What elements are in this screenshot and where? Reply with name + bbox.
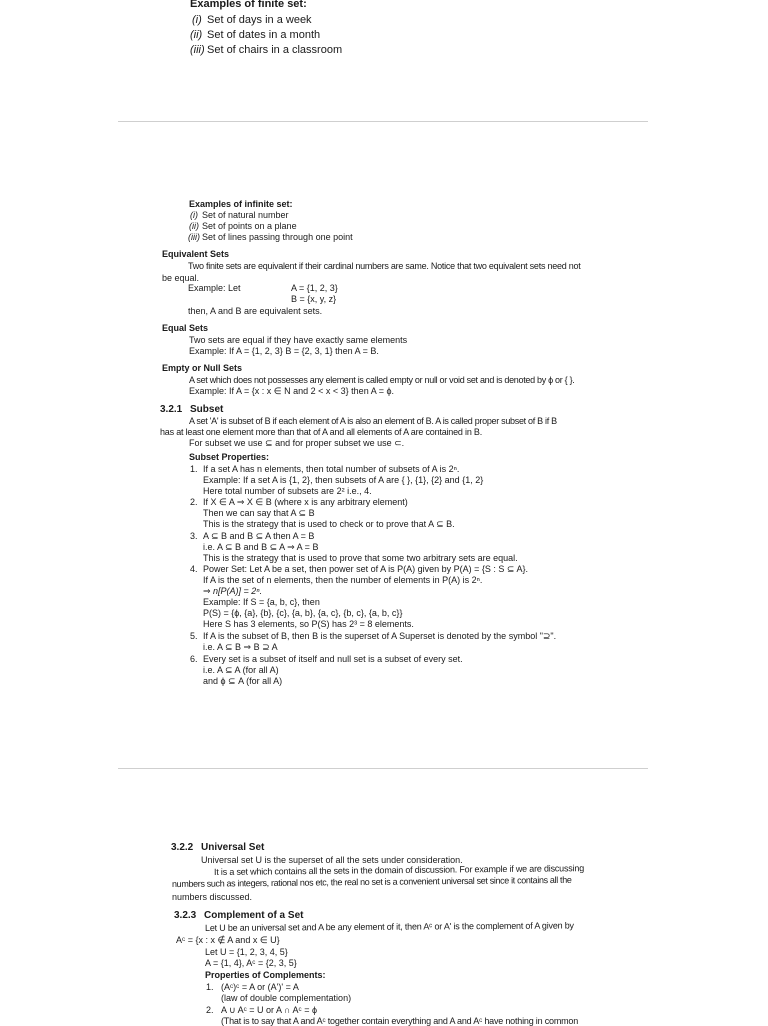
- infinite-item-text: Set of lines passing through one point: [202, 232, 353, 242]
- subset-properties-heading: Subset Properties:: [189, 452, 270, 462]
- infinite-item-num: (iii): [188, 232, 200, 242]
- property-line: This is the strategy that is used to check or to prove that A ⊆ B.: [203, 519, 455, 529]
- complement-properties-heading: Properties of Complements:: [205, 970, 326, 980]
- equivalent-sets-heading: Equivalent Sets: [162, 249, 230, 259]
- complement-heading: Complement of a Set: [204, 910, 304, 921]
- equivalent-text: Two finite sets are equivalent if their cardinal numbers are same. Notice that two equivalent sets need not: [188, 261, 581, 271]
- universal-number: 3.2.2: [171, 842, 194, 853]
- property-number: 2.: [206, 1005, 214, 1015]
- infinite-item-text: Set of natural number: [202, 210, 289, 220]
- finite-item-num: (ii): [190, 29, 203, 41]
- subset-text: has at least one element more than that of A and all elements of A are contained in B.: [160, 427, 483, 437]
- equivalent-text: be equal.: [162, 273, 200, 283]
- property-line: Example: If S = {a, b, c}, then: [203, 597, 320, 607]
- property-number: 1.: [206, 982, 214, 992]
- property-number: 6.: [190, 654, 198, 664]
- infinite-item-text: Set of points on a plane: [202, 221, 297, 231]
- property-number: 4.: [190, 564, 198, 574]
- property-line: This is the strategy that is used to prove that some two arbitrary sets are equal.: [203, 553, 518, 563]
- universal-heading: Universal Set: [201, 842, 265, 853]
- empty-sets-heading: Empty or Null Sets: [162, 363, 243, 373]
- finite-item-text: Set of days in a week: [207, 14, 312, 26]
- property-line: Power Set: Let A be a set, then power set of A is P(A) given by P(A) = {S : S ⊆ A}.: [203, 564, 528, 574]
- subset-number: 3.2.1: [160, 404, 183, 415]
- page-separator: [118, 768, 648, 769]
- property-line: (law of double complementation): [221, 993, 352, 1003]
- universal-text: Universal set U is the superset of all the sets under consideration.: [201, 855, 463, 865]
- property-line: (Aᶜ)ᶜ = A or (A')' = A: [221, 982, 299, 992]
- subset-text: A set 'A' is subset of B if each element of A is also an element of B. A is called proper subset of B if B: [189, 416, 557, 426]
- infinite-set-title: Examples of infinite set:: [189, 199, 293, 209]
- finite-set-title: Examples of finite set:: [190, 0, 307, 10]
- property-line: Example: If a set A is {1, 2}, then subsets of A are { }, {1}, {2} and {1, 2}: [203, 475, 484, 485]
- infinite-item-num: (i): [190, 210, 198, 220]
- equivalent-conclusion: then, A and B are equivalent sets.: [188, 306, 323, 316]
- property-number: 5.: [190, 631, 198, 641]
- equal-example: Example: If A = {1, 2, 3} B = {2, 3, 1} then A = B.: [189, 346, 379, 356]
- property-line: P(S) = {ϕ, {a}, {b}, {c}, {a, b}, {a, c}, {b, c}, {a, b, c}}: [203, 608, 403, 618]
- complement-example: A = {1, 4}, Aᶜ = {2, 3, 5}: [205, 958, 297, 968]
- set-b: B = {x, y, z}: [291, 294, 337, 304]
- property-line: Then we can say that A ⊆ B: [203, 508, 315, 518]
- property-line: i.e. A ⊆ B and B ⊆ A ⇒ A = B: [203, 542, 319, 552]
- finite-item-num: (iii): [190, 44, 205, 56]
- subset-text: For subset we use ⊆ and for proper subset we use ⊂.: [189, 438, 405, 448]
- property-line: Here S has 3 elements, so P(S) has 2³ = 8 elements.: [203, 619, 414, 629]
- property-line: Here total number of subsets are 2² i.e., 4.: [203, 486, 372, 496]
- subset-heading: Subset: [190, 404, 224, 415]
- empty-text: A set which does not possesses any element is called empty or null or void set and is denoted by ϕ or { }.: [189, 375, 575, 385]
- property-line: If A is the set of n elements, then the number of elements in P(A) is 2ⁿ.: [203, 575, 483, 585]
- equal-sets-heading: Equal Sets: [162, 323, 209, 333]
- equal-text: Two sets are equal if they have exactly same elements: [189, 335, 408, 345]
- property-line: and ϕ ⊆ A (for all A): [203, 676, 283, 686]
- complement-example: Let U = {1, 2, 3, 4, 5}: [205, 947, 288, 957]
- infinite-item-num: (ii): [189, 221, 199, 231]
- property-line: A ⊆ B and B ⊆ A then A = B: [203, 531, 315, 541]
- empty-example: Example: If A = {x : x ∈ N and 2 < x < 3} then A = ϕ.: [189, 386, 395, 396]
- universal-text: numbers such as integers, rational nos etc, the real no set is a convenient universal set since it contains all the: [171, 874, 572, 889]
- property-line: If a set A has n elements, then total number of subsets of A is 2ⁿ.: [203, 464, 460, 474]
- complement-definition: Aᶜ = {x : x ∉ A and x ∈ U}: [176, 935, 280, 945]
- property-line: i.e. A ⊆ B ⇒ B ⊇ A: [203, 642, 278, 652]
- page-separator: [118, 121, 648, 122]
- set-a: A = {1, 2, 3}: [291, 283, 338, 293]
- property-number: 1.: [190, 464, 198, 474]
- property-line: If X ∈ A ⇒ X ∈ B (where x is any arbitrary element): [203, 497, 408, 507]
- property-number: 3.: [190, 531, 198, 541]
- property-number: 2.: [190, 497, 198, 507]
- universal-text: It is a set which contains all the sets in the domain of discussion. For example if we are discussing: [213, 863, 585, 877]
- property-line: ⇒ n[P(A)] = 2ⁿ.: [203, 586, 263, 596]
- property-line: i.e. A ⊆ A (for all A): [203, 665, 279, 675]
- property-line: If A is the subset of B, then B is the superset of A Superset is denoted by the symbol "⊇".: [203, 631, 557, 641]
- complement-number: 3.2.3: [174, 910, 197, 921]
- universal-text: numbers discussed.: [172, 892, 253, 902]
- finite-item-num: (i): [192, 14, 202, 26]
- property-line: Every set is a subset of itself and null set is a subset of every set.: [203, 654, 463, 664]
- finite-item-text: Set of chairs in a classroom: [207, 44, 343, 56]
- equivalent-example-label: Example: Let: [188, 283, 241, 293]
- finite-item-text: Set of dates in a month: [207, 29, 321, 41]
- property-line: (That is to say that A and Aᶜ together contain everything and A and Aᶜ have nothing in common: [221, 1016, 579, 1026]
- complement-text: Let U be an universal set and A be any element of it, then Aᶜ or A' is the complement of A given by: [204, 920, 574, 933]
- property-line: A ∪ Aᶜ = U or A ∩ Aᶜ = ϕ: [221, 1005, 318, 1015]
